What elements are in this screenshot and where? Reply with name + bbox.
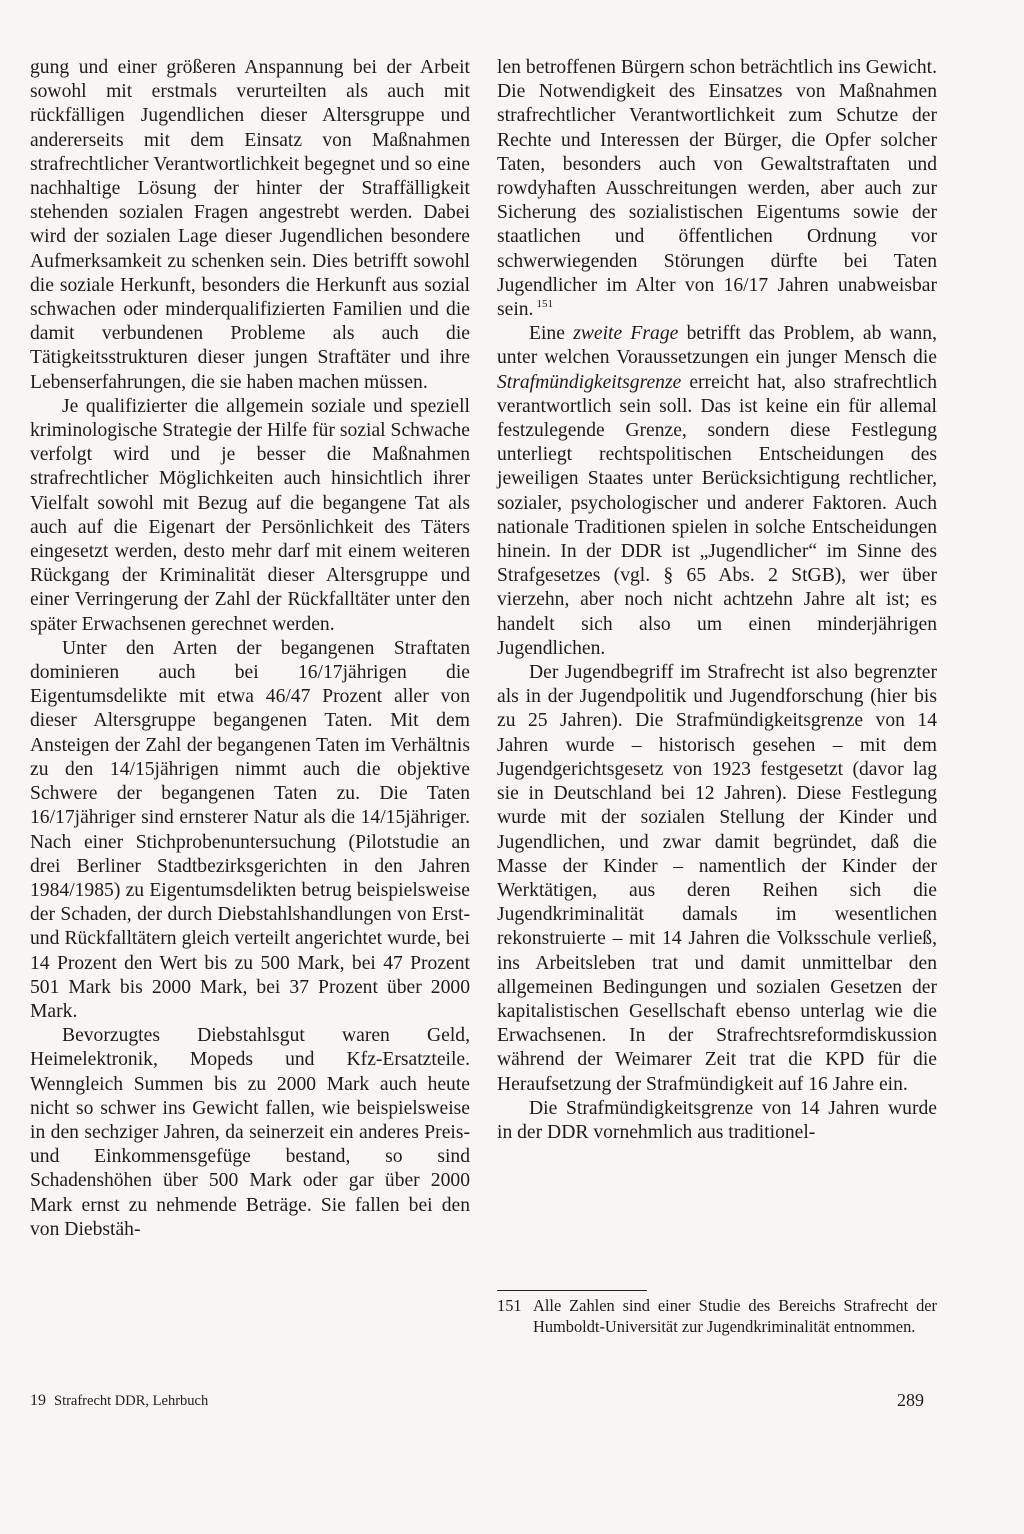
page-number: 289 xyxy=(897,1390,924,1410)
paragraph xyxy=(497,56,937,322)
paragraph: Der Jugendbegriff im Strafrecht ist also begrenzter als in der Jugendpolitik und Jugendforschung (hier bis zu 25 Jahren). Die Strafmündigkeitsgrenze von 14 Jahren wurde – historisch gesehen – mit dem Jugendgerichtsgesetz von 1923 festgesetzt (davor lag sie in Deutschland bei 12 Jahren). Diese Festlegung wurde mit der sozialen Stellung der Kinder und Jugendlichen, und zwar damit begründet, daß die Masse der Kinder – namentlich der Kinder der Werktätigen, aus deren Reihen sich die Jugendkriminalität damals im wesentlichen rekonstruierte – mit 14 Jahren die Volksschule verließ, ins Arbeitsleben trat und damit unmittelbar den allgemeinen Bedingungen und sozialen Gesetzen der kapitalistischen Gesellschaft ebenso unterlag wie die Erwachsenen. In der Strafrechtsreformdiskussion während der Weimarer Zeit trat die KPD für die Heraufsetzung der Strafmündigkeit auf 16 Jahre ein. xyxy=(497,662,937,1095)
emphasis-text: Strafmündigkeitsgrenze xyxy=(497,371,682,393)
book-title: Strafrecht DDR, Lehrbuch xyxy=(54,1393,209,1409)
paragraph: Je qualifizierter die allgemein soziale und speziell kriminologische Strategie der Hilfe für sozial Schwache verfolgt wird und je besser die Maßnahmen strafrechtlicher Möglichkeiten auch hinsichtlich ihrer Vielfalt sowohl mit Bezug auf die begangene Tat als auch auf die Eigenart der Persönlichkeit des Täters eingesetzt werden, desto mehr darf mit einem weiteren Rückgang der Kriminalität dieser Altersgruppe und einer Verringerung der Zahl der Rückfalltäter unter den später Erwachsenen gerechnet werden. xyxy=(30,395,470,635)
emphasis-text: zweite Frage xyxy=(573,323,679,345)
left-text-column xyxy=(30,56,470,1242)
footnote xyxy=(497,1296,937,1337)
sheet-signature: 19 xyxy=(30,1392,46,1409)
footnote-reference: 151 xyxy=(536,298,553,311)
footnote-divider xyxy=(497,1290,647,1291)
paragraph: gung und einer größeren Anspannung bei der Arbeit sowohl mit erstmals verurteilten als auch mit rückfälligen Jugendlichen dieser Altersgruppe und andererseits mit dem Einsatz von Maßnahmen strafrechtlicher Verantwortlichkeit begegnet und so eine nachhaltige Lösung der hinter der Straffälligkeit stehenden sozialen Fragen angestrebt werden. Dabei wird der sozialen Lage dieser Jugendlichen besondere Aufmerksamkeit zu schenken sein. Dies betrifft sowohl die soziale Herkunft, besonders die Herkunft aus sozial schwachen oder minderqualifizierten Familien und die damit verbundenen Probleme als auch die Tätigkeitsstrukturen dieser jungen Straftäter und ihre Lebenserfahrungen, die sie haben machen müssen. xyxy=(30,57,470,393)
paragraph-text: len betroffenen Bürgern schon beträchtlich ins Gewicht. Die Notwendigkeit des Einsatzes von Maßnahmen strafrechtlicher Verantwortlichkeit zum Schutze der Rechte und Interessen der Bürger, die Opfer solcher Taten, besonders auch von Gewaltstraftaten und rowdyhaften Ausschreitungen werden, aber auch zur Sicherung des sozialistischen Eigentums sowie der staatlichen und öffentlichen Ordnung vor schwerwiegenden Störungen dürfte bei Taten Jugendlicher im Alter von 16/17 Jahren unabweisbar sein. xyxy=(497,57,937,321)
paragraph-text: erreicht hat, also strafrechtlich verantwortlich sein soll. Das ist keine ein für allemal festzulegende Grenze, sondern diese Festlegung unterliegt rechtspolitischen Entscheidungen des jeweiligen Staates unter Berücksichtigung rechtlicher, sozialer, psychologischer und anderer Faktoren. Auch nationale Traditionen spielen in solche Entscheidungen hinein. In der DDR ist „Jugendlicher“ im Sinne des Strafgesetzes (vgl. § 65 Abs. 2 StGB), wer über vierzehn, aber noch nicht achtzehn Jahre alt ist; es handelt sich also um einen minderjährigen Jugendlichen. xyxy=(497,371,937,659)
paragraph-text: Eine xyxy=(529,323,574,345)
paragraph xyxy=(497,322,937,661)
paragraph: Die Strafmündigkeitsgrenze von 14 Jahren wurde in der DDR vornehmlich aus traditionel- xyxy=(497,1097,937,1143)
right-text-column xyxy=(497,56,937,1145)
page-footer xyxy=(30,1392,208,1410)
footnote-number: 151 xyxy=(497,1296,522,1315)
paragraph: Bevorzugtes Diebstahlsgut waren Geld, Heimelektronik, Mopeds und Kfz-Ersatzteile. Wenngleich Summen bis zu 2000 Mark auch heute nicht so schwer ins Gewicht fallen, wie beispielsweise in den sechziger Jahren, da seinerzeit ein anderes Preis- und Einkommensgefüge bestand, so sind Schadenshöhen über 500 Mark oder gar über 2000 Mark ernst zu nehmende Beträge. Sie fallen bei den von Diebstäh- xyxy=(30,1025,470,1240)
paragraph-text: betrifft das Problem, ab wann, unter welchen Voraussetzungen ein junger Mensch die xyxy=(497,323,937,369)
paragraph: Unter den Arten der begangenen Straftaten dominieren auch bei 16/17jährigen die Eigentumsdelikte mit etwa 46/47 Prozent aller von dieser Altersgruppe begangenen Taten. Mit dem Ansteigen der Zahl der begangenen Taten im Verhältnis zu den 14/15jährigen nimmt auch die objektive Schwere der begangenen Taten zu. Die Taten 16/17jähriger sind ernsterer Natur als die 14/15jähriger. Nach einer Stichprobenuntersuchung (Pilotstudie an drei Berliner Stadtbezirksgerichten in den Jahren 1984/1985) zu Eigentumsdelikten betrug beispielsweise der Schaden, der durch Diebstahlshandlungen von Erst- und Rückfalltätern gleich verteilt angerichtet wurde, bei 14 Prozent den Wert bis zu 500 Mark, bei 47 Prozent 501 Mark bis 2000 Mark, bei 37 Prozent über 2000 Mark. xyxy=(30,637,470,1022)
footnote-text: Alle Zahlen sind einer Studie des Bereichs Strafrecht der Humboldt-Universität zur Jugendkriminalität entnommen. xyxy=(533,1296,937,1336)
